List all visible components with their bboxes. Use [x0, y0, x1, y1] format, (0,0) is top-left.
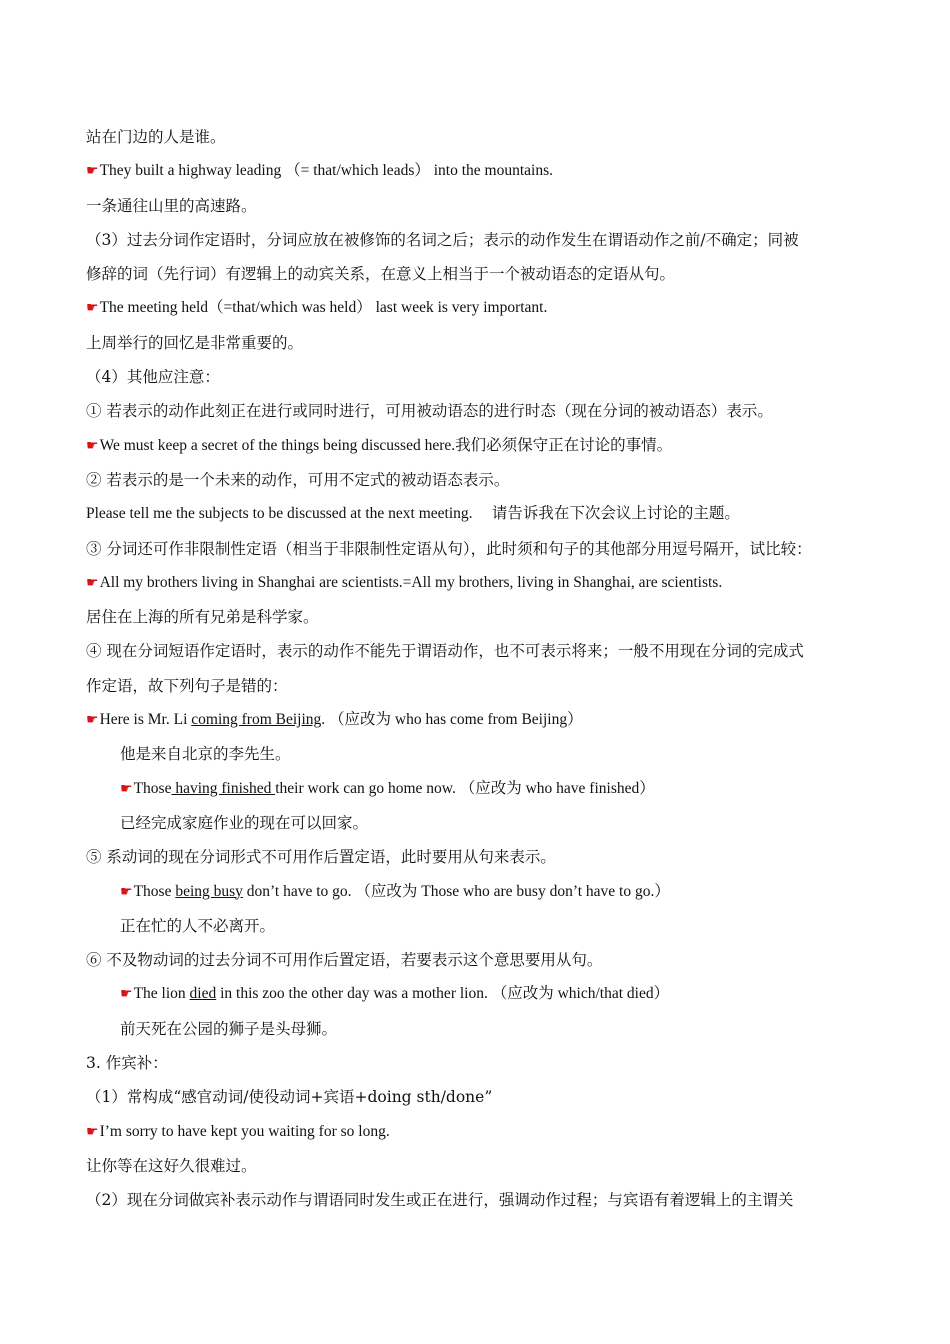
text-line [86, 634, 886, 668]
line-text: Please tell me the subjects to be discussed at the next meeting. 请告诉我在下次会议上讨论的主题。 [86, 505, 740, 523]
line-text: . （应改为 who has come from Beijing） [321, 711, 583, 729]
line-text: The lion [133, 985, 190, 1003]
line-text: I’m sorry to have kept you waiting for so long. [99, 1122, 390, 1140]
example-sentence [86, 875, 886, 909]
line-text: 让你等在这好久很难过。 [86, 1156, 257, 1175]
line-text: Those [133, 882, 176, 900]
line-text: Here is Mr. Li [99, 711, 192, 729]
line-text: 站在门边的人是谁。 [86, 128, 226, 146]
text-line [86, 257, 886, 291]
line-text: 3. 作宾补： [86, 1054, 168, 1073]
example-sentence [86, 703, 886, 737]
line-text: （2）现在分词做宾补表示动作与谓语同时发生或正在进行，强调动作过程；与宾语有着逻辑上的主谓关 [86, 1191, 794, 1210]
line-text: their work can go home now. （应改为 who have finished） [275, 779, 655, 797]
line-text: ⑥ 不及物动词的过去分词不可用作后置定语，若要表示这个意思要用从句。 [86, 951, 603, 970]
line-text: 已经完成家庭作业的现在可以回家。 [120, 813, 369, 832]
text-line [86, 223, 886, 257]
line-text: 他是来自北京的李先生。 [120, 745, 291, 764]
text-line [86, 737, 886, 771]
line-text: in this zoo the other day was a mother lion. （应改为 which/that died） [216, 985, 670, 1003]
underlined-phrase: being busy [175, 882, 243, 900]
example-sentence [86, 772, 886, 806]
line-text: 前天死在公园的狮子是头母狮。 [120, 1019, 338, 1038]
right-pointing-hand-icon: ☛ [86, 438, 99, 454]
line-text: They built a highway leading （= that/which leads） into the mountains. [99, 162, 553, 180]
right-pointing-hand-icon: ☛ [86, 1124, 99, 1140]
text-line [86, 1149, 886, 1183]
text-line [86, 326, 886, 360]
line-text: 正在忙的人不必离开。 [120, 916, 276, 935]
line-text: 修辞的词（先行词）有逻辑上的动宾关系，在意义上相当于一个被动语态的定语从句。 [86, 265, 676, 284]
line-text: All my brothers living in Shanghai are scientists.=All my brothers, living in Shanghai, are scientists. [99, 573, 723, 591]
right-pointing-hand-icon: ☛ [86, 164, 99, 180]
line-text: ③ 分词还可作非限制性定语（相当于非限制性定语从句），此时须和句子的其他部分用逗号隔开，试比较： [86, 539, 812, 558]
text-line [86, 669, 886, 703]
text-line [86, 909, 886, 943]
text-line [86, 943, 886, 977]
line-text: Those [133, 779, 172, 797]
line-text: We must keep a secret of the things being discussed here.我们必须保守正在讨论的事情。 [99, 436, 673, 454]
line-text: ① 若表示的动作此刻正在进行或同时进行，可用被动语态的进行时态（现在分词的被动语态）表示。 [86, 402, 773, 421]
line-text: （3）过去分词作定语时，分词应放在被修饰的名词之后；表示的动作发生在谓语动作之前/不确定；同被 [86, 230, 799, 249]
line-text: 上周举行的回忆是非常重要的。 [86, 333, 304, 352]
section-heading [86, 360, 886, 394]
text-line [86, 840, 886, 874]
line-text: ④ 现在分词短语作定语时，表示的动作不能先于谓语动作，也不可表示将来；一般不用现在分词的完成式 [86, 642, 804, 661]
line-text: ② 若表示的是一个未来的动作，可用不定式的被动语态表示。 [86, 470, 510, 489]
text-line [86, 1183, 886, 1217]
example-sentence [86, 977, 886, 1011]
example-sentence [86, 497, 886, 531]
section-heading [86, 1046, 886, 1080]
line-text: 居住在上海的所有兄弟是科学家。 [86, 608, 319, 627]
text-line [86, 394, 886, 428]
text-line [86, 120, 886, 154]
line-text: don’t have to go. （应改为 Those who are busy don’t have to go.） [242, 882, 670, 900]
line-text: （4）其他应注意： [86, 368, 220, 387]
example-sentence [86, 154, 886, 188]
right-pointing-hand-icon: ☛ [120, 884, 133, 900]
text-line [86, 1012, 886, 1046]
example-sentence [86, 429, 886, 463]
underlined-phrase: coming from Beijing [191, 711, 322, 729]
example-sentence [86, 566, 886, 600]
line-text: （1）常构成“感官动词/使役动词+宾语+doing sth/done” [86, 1088, 493, 1107]
example-sentence [86, 291, 886, 325]
right-pointing-hand-icon: ☛ [86, 575, 99, 591]
underlined-phrase: having finished [171, 779, 276, 797]
line-text: 一条通往山里的高速路。 [86, 196, 257, 215]
text-line [86, 463, 886, 497]
text-line [86, 1080, 886, 1114]
line-text: ⑤ 系动词的现在分词形式不可用作后置定语，此时要用从句来表示。 [86, 848, 556, 867]
text-line [86, 600, 886, 634]
right-pointing-hand-icon: ☛ [86, 301, 99, 317]
text-line [86, 806, 886, 840]
right-pointing-hand-icon: ☛ [86, 713, 99, 729]
underlined-phrase: died [189, 985, 217, 1003]
line-text: 作定语，故下列句子是错的： [86, 676, 288, 695]
text-line [86, 532, 886, 566]
right-pointing-hand-icon: ☛ [120, 781, 133, 797]
line-text: The meeting held（=that/which was held） last week is very important. [99, 299, 548, 317]
text-line [86, 189, 886, 223]
example-sentence [86, 1115, 886, 1149]
right-pointing-hand-icon: ☛ [120, 987, 133, 1003]
document-body [86, 120, 886, 1218]
